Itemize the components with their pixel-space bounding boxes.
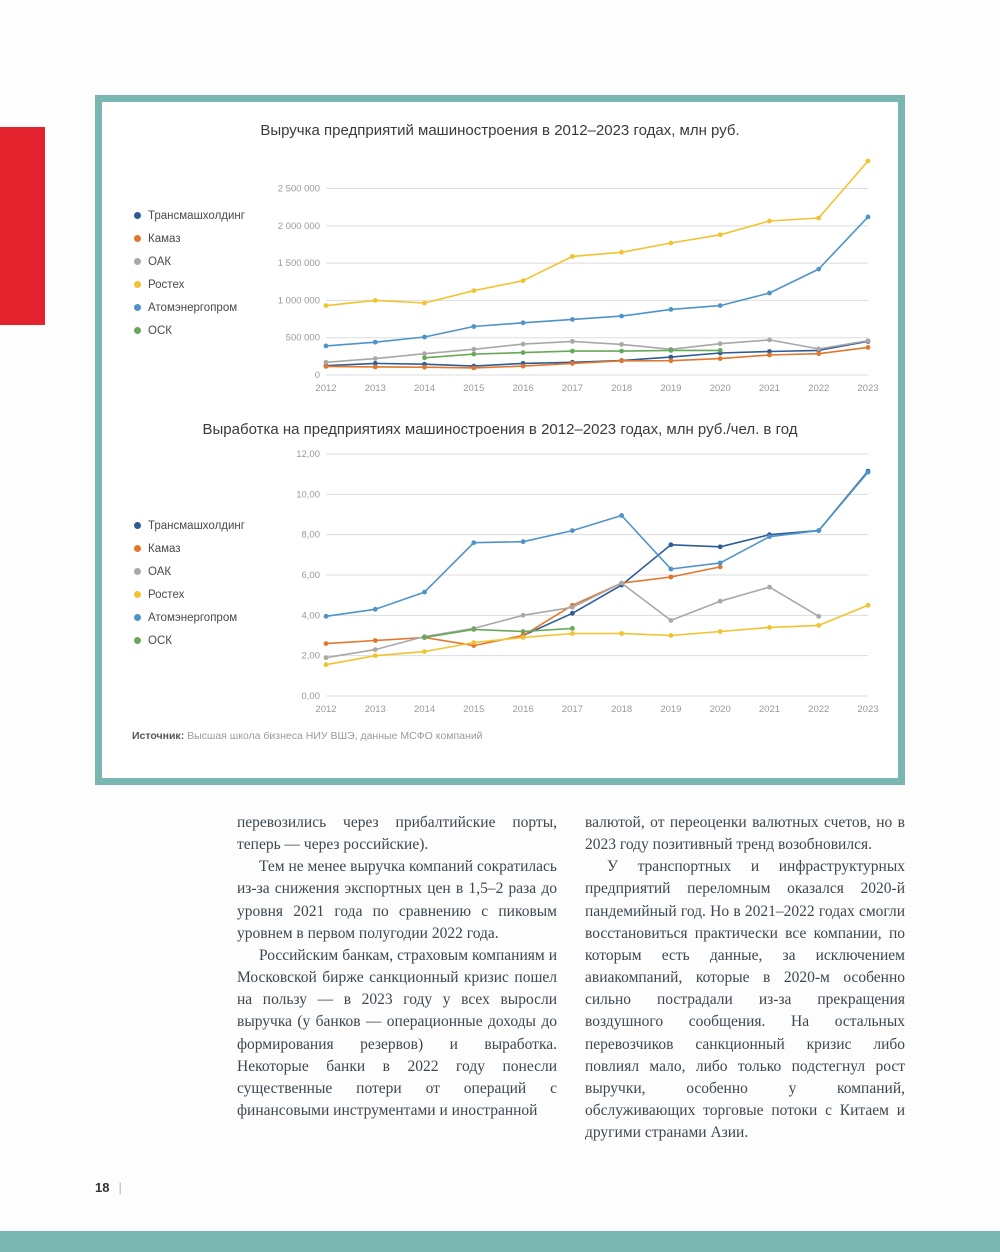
chart-revenue-row bbox=[102, 145, 898, 401]
svg-text:2023: 2023 bbox=[857, 383, 879, 394]
legend-series-label: Атомэнергопром bbox=[148, 301, 238, 314]
svg-text:6,00: 6,00 bbox=[301, 570, 320, 581]
svg-text:2019: 2019 bbox=[660, 704, 682, 715]
chart-revenue-plot bbox=[264, 145, 884, 401]
legend-series-label: Камаз bbox=[148, 542, 181, 555]
svg-text:500 000: 500 000 bbox=[285, 332, 320, 344]
svg-text:2018: 2018 bbox=[611, 383, 633, 394]
red-bookmark-tab bbox=[0, 127, 45, 325]
legend-dot-icon bbox=[134, 522, 141, 529]
svg-text:2018: 2018 bbox=[611, 704, 633, 715]
legend-dot-icon bbox=[134, 545, 141, 552]
legend-item bbox=[134, 612, 264, 624]
legend-item bbox=[134, 566, 264, 578]
legend-series-label: Трансмашхолдинг bbox=[148, 209, 245, 222]
svg-text:2013: 2013 bbox=[364, 383, 386, 394]
svg-text:1 500 000: 1 500 000 bbox=[277, 258, 320, 270]
legend-series-label: Ростех bbox=[148, 278, 185, 291]
svg-text:2,00: 2,00 bbox=[301, 650, 320, 662]
legend-dot-icon bbox=[134, 281, 141, 288]
svg-text:4,00: 4,00 bbox=[301, 610, 320, 622]
source-note bbox=[132, 730, 898, 742]
legend-series-label: ОАК bbox=[148, 255, 172, 268]
svg-text:2016: 2016 bbox=[512, 383, 534, 394]
svg-text:2019: 2019 bbox=[660, 383, 682, 394]
body-paragraph: У транспортных и инфраструктурных предприятий переломным оказался 2020-й пандемийный год. Но в 2021–2022 годах смогли восстановиться практически все компании, по которым есть данные, за исключением авиакомпаний, которые в 2020-м особенно сильно пострадали из-за прекращения воздушного сообщения. На остальных перевозчиков санкционный кризис либо повлиял мало, либо только подстегнул рост выручки, особенно у компаний, обслуживающих торговые потоки с Китаем и другими странами Азии. bbox=[585, 858, 905, 1142]
page-footer bbox=[95, 1180, 122, 1195]
legend-item bbox=[134, 233, 264, 245]
chart-output-row bbox=[102, 444, 898, 722]
legend-dot-icon bbox=[134, 327, 141, 334]
legend-dot-icon bbox=[134, 235, 141, 242]
svg-text:2020: 2020 bbox=[709, 383, 731, 394]
svg-text:2 500 000: 2 500 000 bbox=[277, 183, 320, 195]
svg-text:2022: 2022 bbox=[808, 383, 830, 394]
source-label: Источник: bbox=[132, 730, 185, 742]
svg-text:2022: 2022 bbox=[808, 704, 830, 715]
page-number: 18 bbox=[95, 1180, 110, 1195]
svg-text:2021: 2021 bbox=[758, 704, 781, 715]
legend-item bbox=[134, 543, 264, 555]
body-paragraph: Российским банкам, страховым компаниям и Московской бирже санкционный кризис пошел на пользу — в 2023 году у всех выросли выручка (у банков — операционные доходы до формирования резервов) и выработка. Некоторые банки в 2022 году понесли существенные потери от операций с финансовыми инструментами и иностранной bbox=[237, 946, 557, 1120]
chart-revenue-legend bbox=[116, 210, 264, 337]
svg-text:2012: 2012 bbox=[315, 383, 337, 394]
svg-text:2020: 2020 bbox=[709, 704, 731, 715]
legend-item bbox=[134, 635, 264, 647]
legend-item bbox=[134, 325, 264, 337]
legend-item bbox=[134, 210, 264, 222]
chart-output-legend bbox=[116, 520, 264, 647]
legend-series-label: ОСК bbox=[148, 324, 172, 337]
legend-series-label: Атомэнергопром bbox=[148, 611, 238, 624]
source-text: Высшая школа бизнеса НИУ ВШЭ, данные МСФО компаний bbox=[184, 730, 483, 742]
legend-dot-icon bbox=[134, 568, 141, 575]
svg-text:2014: 2014 bbox=[413, 383, 436, 394]
svg-text:2017: 2017 bbox=[561, 704, 583, 715]
text-column-right bbox=[585, 812, 905, 1144]
legend-item bbox=[134, 302, 264, 314]
legend-item bbox=[134, 279, 264, 291]
chart-output-plot bbox=[264, 444, 884, 722]
svg-text:2013: 2013 bbox=[364, 704, 386, 715]
legend-series-label: Камаз bbox=[148, 232, 181, 245]
text-column-left bbox=[237, 812, 557, 1144]
bottom-accent-bar bbox=[0, 1231, 1000, 1252]
legend-dot-icon bbox=[134, 212, 141, 219]
svg-text:2 000 000: 2 000 000 bbox=[277, 220, 320, 232]
svg-text:2015: 2015 bbox=[463, 704, 485, 715]
legend-item bbox=[134, 256, 264, 268]
legend-item bbox=[134, 520, 264, 532]
svg-text:0,00: 0,00 bbox=[301, 691, 320, 702]
chart-output-title: Выработка на предприятиях машиностроения в 2012–2023 годах, млн руб./чел. в год bbox=[202, 421, 798, 438]
legend-dot-icon bbox=[134, 614, 141, 621]
legend-item bbox=[134, 589, 264, 601]
legend-dot-icon bbox=[134, 591, 141, 598]
chart-revenue-title: Выручка предприятий машиностроения в 2012–2023 годах, млн руб. bbox=[260, 122, 740, 139]
legend-dot-icon bbox=[134, 637, 141, 644]
body-paragraph: валютой, от переоценки валютных счетов, но в 2023 году позитивный тренд возобновился. bbox=[585, 814, 905, 854]
svg-text:10,00: 10,00 bbox=[296, 489, 320, 501]
chart-output-block bbox=[102, 421, 898, 722]
svg-text:2023: 2023 bbox=[857, 704, 879, 715]
legend-series-label: ОАК bbox=[148, 565, 172, 578]
legend-series-label: Трансмашхолдинг bbox=[148, 519, 245, 532]
svg-text:2016: 2016 bbox=[512, 704, 534, 715]
chart-revenue-block bbox=[102, 122, 898, 401]
svg-text:2015: 2015 bbox=[463, 383, 485, 394]
legend-series-label: Ростех bbox=[148, 588, 185, 601]
footer-divider: | bbox=[118, 1180, 122, 1195]
legend-series-label: ОСК bbox=[148, 634, 172, 647]
body-text-columns bbox=[237, 812, 905, 1144]
svg-text:2012: 2012 bbox=[315, 704, 337, 715]
svg-text:8,00: 8,00 bbox=[301, 529, 320, 541]
svg-text:2014: 2014 bbox=[413, 704, 436, 715]
svg-text:1 000 000: 1 000 000 bbox=[277, 295, 320, 307]
svg-text:2021: 2021 bbox=[758, 383, 781, 394]
body-paragraph: перевозились через прибалтийские порты, теперь — через российские). bbox=[237, 814, 557, 854]
svg-text:12,00: 12,00 bbox=[296, 449, 320, 460]
svg-text:2017: 2017 bbox=[561, 383, 583, 394]
charts-panel bbox=[95, 95, 905, 785]
legend-dot-icon bbox=[134, 304, 141, 311]
body-paragraph: Тем не менее выручка компаний сократилась из-за снижения экспортных цен в 1,5–2 раза до уровня 2021 года по сравнению с пиковым уровнем в первом полугодии 2022 года. bbox=[237, 858, 557, 942]
legend-dot-icon bbox=[134, 258, 141, 265]
svg-text:0: 0 bbox=[314, 370, 320, 381]
